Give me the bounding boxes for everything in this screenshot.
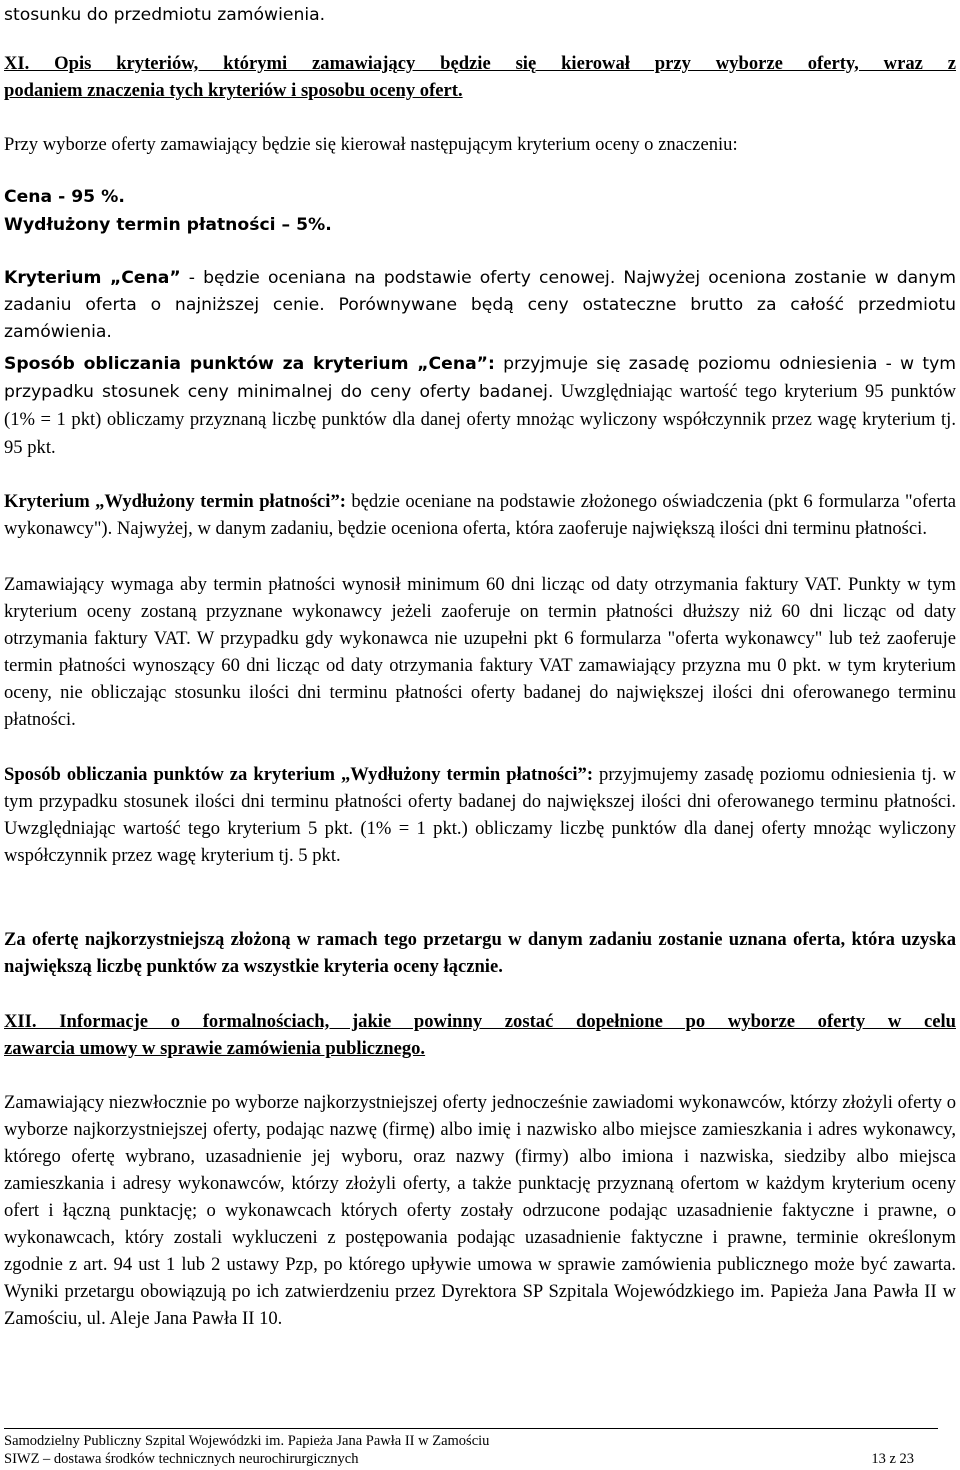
payment-term-text: będzie oceniane na podstawie złożonego oświadczenia (pkt 6 formularza "oferta wykonawcy"). Najwyżej, w danym zadaniu, będzie oceniona oferta, która zaoferuje największą ilości dni terminu płatności. [4, 491, 956, 539]
section-xi-line2: podaniem znaczenia tych kryteriów i sposobu oceny ofert. [4, 80, 463, 101]
price-criterion-paragraph [4, 265, 956, 346]
section-xii-line1: XII. Informacje o formalnościach, jakie powinny zostać dopełnione po wyborze oferty w celu [4, 1011, 956, 1032]
payment-term-requirements: Zamawiający wymaga aby termin płatności wynosił minimum 60 dni licząc od daty otrzymania faktury VAT. Punkty w tym kryterium oceny zostaną przyznane wykonawcy jeżeli zaoferuje on termin płatności dłuższy niż 60 dni licząc od daty otrzymania faktury VAT. W przypadku gdy wykonawca nie uzupełni pkt 6 formularza "oferta wykonawcy" lub też zaoferuje termin płatności wynoszący 60 dni licząc od daty otrzymania faktury VAT zamawiający przyzna mu 0 pkt. w tym kryterium oceny, nie obliczając stosunku ilości dni terminu płatności oferty badanej do największej ilości dni oferowanego terminu płatności. [4, 574, 956, 730]
price-method-text: przyjmuje się zasadę poziomu odniesienia - w tym przypadku stosunek ceny minimalnej do ceny oferty badanej. [4, 354, 957, 402]
top-line: stosunku do przedmiotu zamówienia. [4, 5, 326, 25]
payment-term-method [4, 761, 956, 869]
final-paragraph: Zamawiający niezwłocznie po wyborze najkorzystniejszej oferty jednocześnie zawiadomi wykonawców, którzy złożyli oferty o wyborze najkorzystniejszej oferty, podając nazwę (firmę) albo imię i nazwisko albo miejsce zamieszkania i adres wykonawcy, którego ofertę wybrano, uzasadnienie jej wyboru, oraz nazwy (firmy) albo imiona i nazwiska, siedziby albo miejsca zamieszkania i adresy wykonawców, którzy złożyli oferty, a także punktację przyznaną ofertom w każdym kryterium oceny ofert i łączną punktację; o wykonawcach których oferty zostały odrzucone podając uzasadnienie faktyczne i prawne, o wykonawcach, który zostali wykluczeni z postępowania podając uzasadnienie faktyczne i prawne, terminie określonym zgodnie z art. 94 ust 1 lub 2 ustawy Pzp, po którego upływie umowa w sprawie zamówienia publicznego może być zawarta. Wyniki przetargu obowiązują po ich zatwierdzeniu przez Dyrektora SP Szpitala Wojewódzkiego im. Papieża Jana Pawła II w Zamościu, ul. Aleje Jana Pawła II 10. [4, 1092, 956, 1329]
section-xi-line1: XI. Opis kryteriów, którymi zamawiający będzie się kierował przy wyborze oferty, wraz z [4, 53, 956, 74]
footer-doc-line [4, 1450, 934, 1468]
criterion-payment-term: Wydłużony termin płatności – 5%. [4, 215, 332, 235]
price-method-text2: Uwzględniając wartość tego kryterium 95 punktów (1% = 1 pkt) obliczamy przyznaną liczbę punktów dla danej oferty mnożąc wyliczony współczynnik przez wagę kryterium tj. 95 pkt. [4, 381, 956, 458]
price-criterion-text: - będzie oceniana na podstawie oferty cenowej. Najwyżej oceniona zostanie w danym zadaniu oferta o najniższej cenie. Porównywane będą ceny ostateczne brutto za całość przedmiotu zamówienia. [4, 268, 956, 342]
page-number: 13 z 23 [871, 1451, 914, 1467]
section-xi-heading [4, 50, 956, 104]
footer [4, 1432, 934, 1468]
best-offer-summary: Za ofertę najkorzystniejszą złożoną w ramach tego przetargu w danym zadaniu zostanie uznana oferta, która uzyska największą liczbę punktów za wszystkie kryteria oceny łącznie. [4, 929, 956, 977]
criterion-price: Cena - 95 %. [4, 187, 125, 207]
payment-term-paragraph [4, 488, 956, 542]
footer-document-title: SIWZ – dostawa środków technicznych neurochirurgicznych [4, 1451, 359, 1467]
payment-term-title: Kryterium „Wydłużony termin płatności”: [4, 491, 346, 512]
payment-term-method-text: przyjmujemy zasadę poziomu odniesienia tj. w tym przypadku stosunek ilości dni terminu płatności oferty badanej do największej ilości dni oferowanego terminu płatności. Uwzględniając wartość tego kryterium 5 pkt. (1% = 1 pkt.) obliczamy liczbę punktów dla danej oferty mnożąc wyliczony współczynnik przez wagę kryterium tj. 5 pkt. [4, 764, 956, 866]
price-criterion-title: Kryterium „Cena” [4, 268, 181, 288]
payment-term-method-title: Sposób obliczania punktów za kryterium „Wydłużony termin płatności”: [4, 764, 594, 785]
section-xii-heading [4, 1008, 956, 1062]
footer-institution: Samodzielny Publiczny Szpital Wojewódzki im. Papieża Jana Pawła II w Zamościu [4, 1433, 490, 1449]
section-xii-line2: zawarcia umowy w sprawie zamówienia publicznego. [4, 1038, 426, 1059]
criteria-intro: Przy wyborze oferty zamawiający będzie się kierował następującym kryterium oceny o znaczeniu: [4, 134, 738, 155]
price-method-title: Sposób obliczania punktów za kryterium „Cena”: [4, 354, 495, 374]
footer-divider [4, 1428, 938, 1429]
price-method-paragraph [4, 351, 956, 462]
